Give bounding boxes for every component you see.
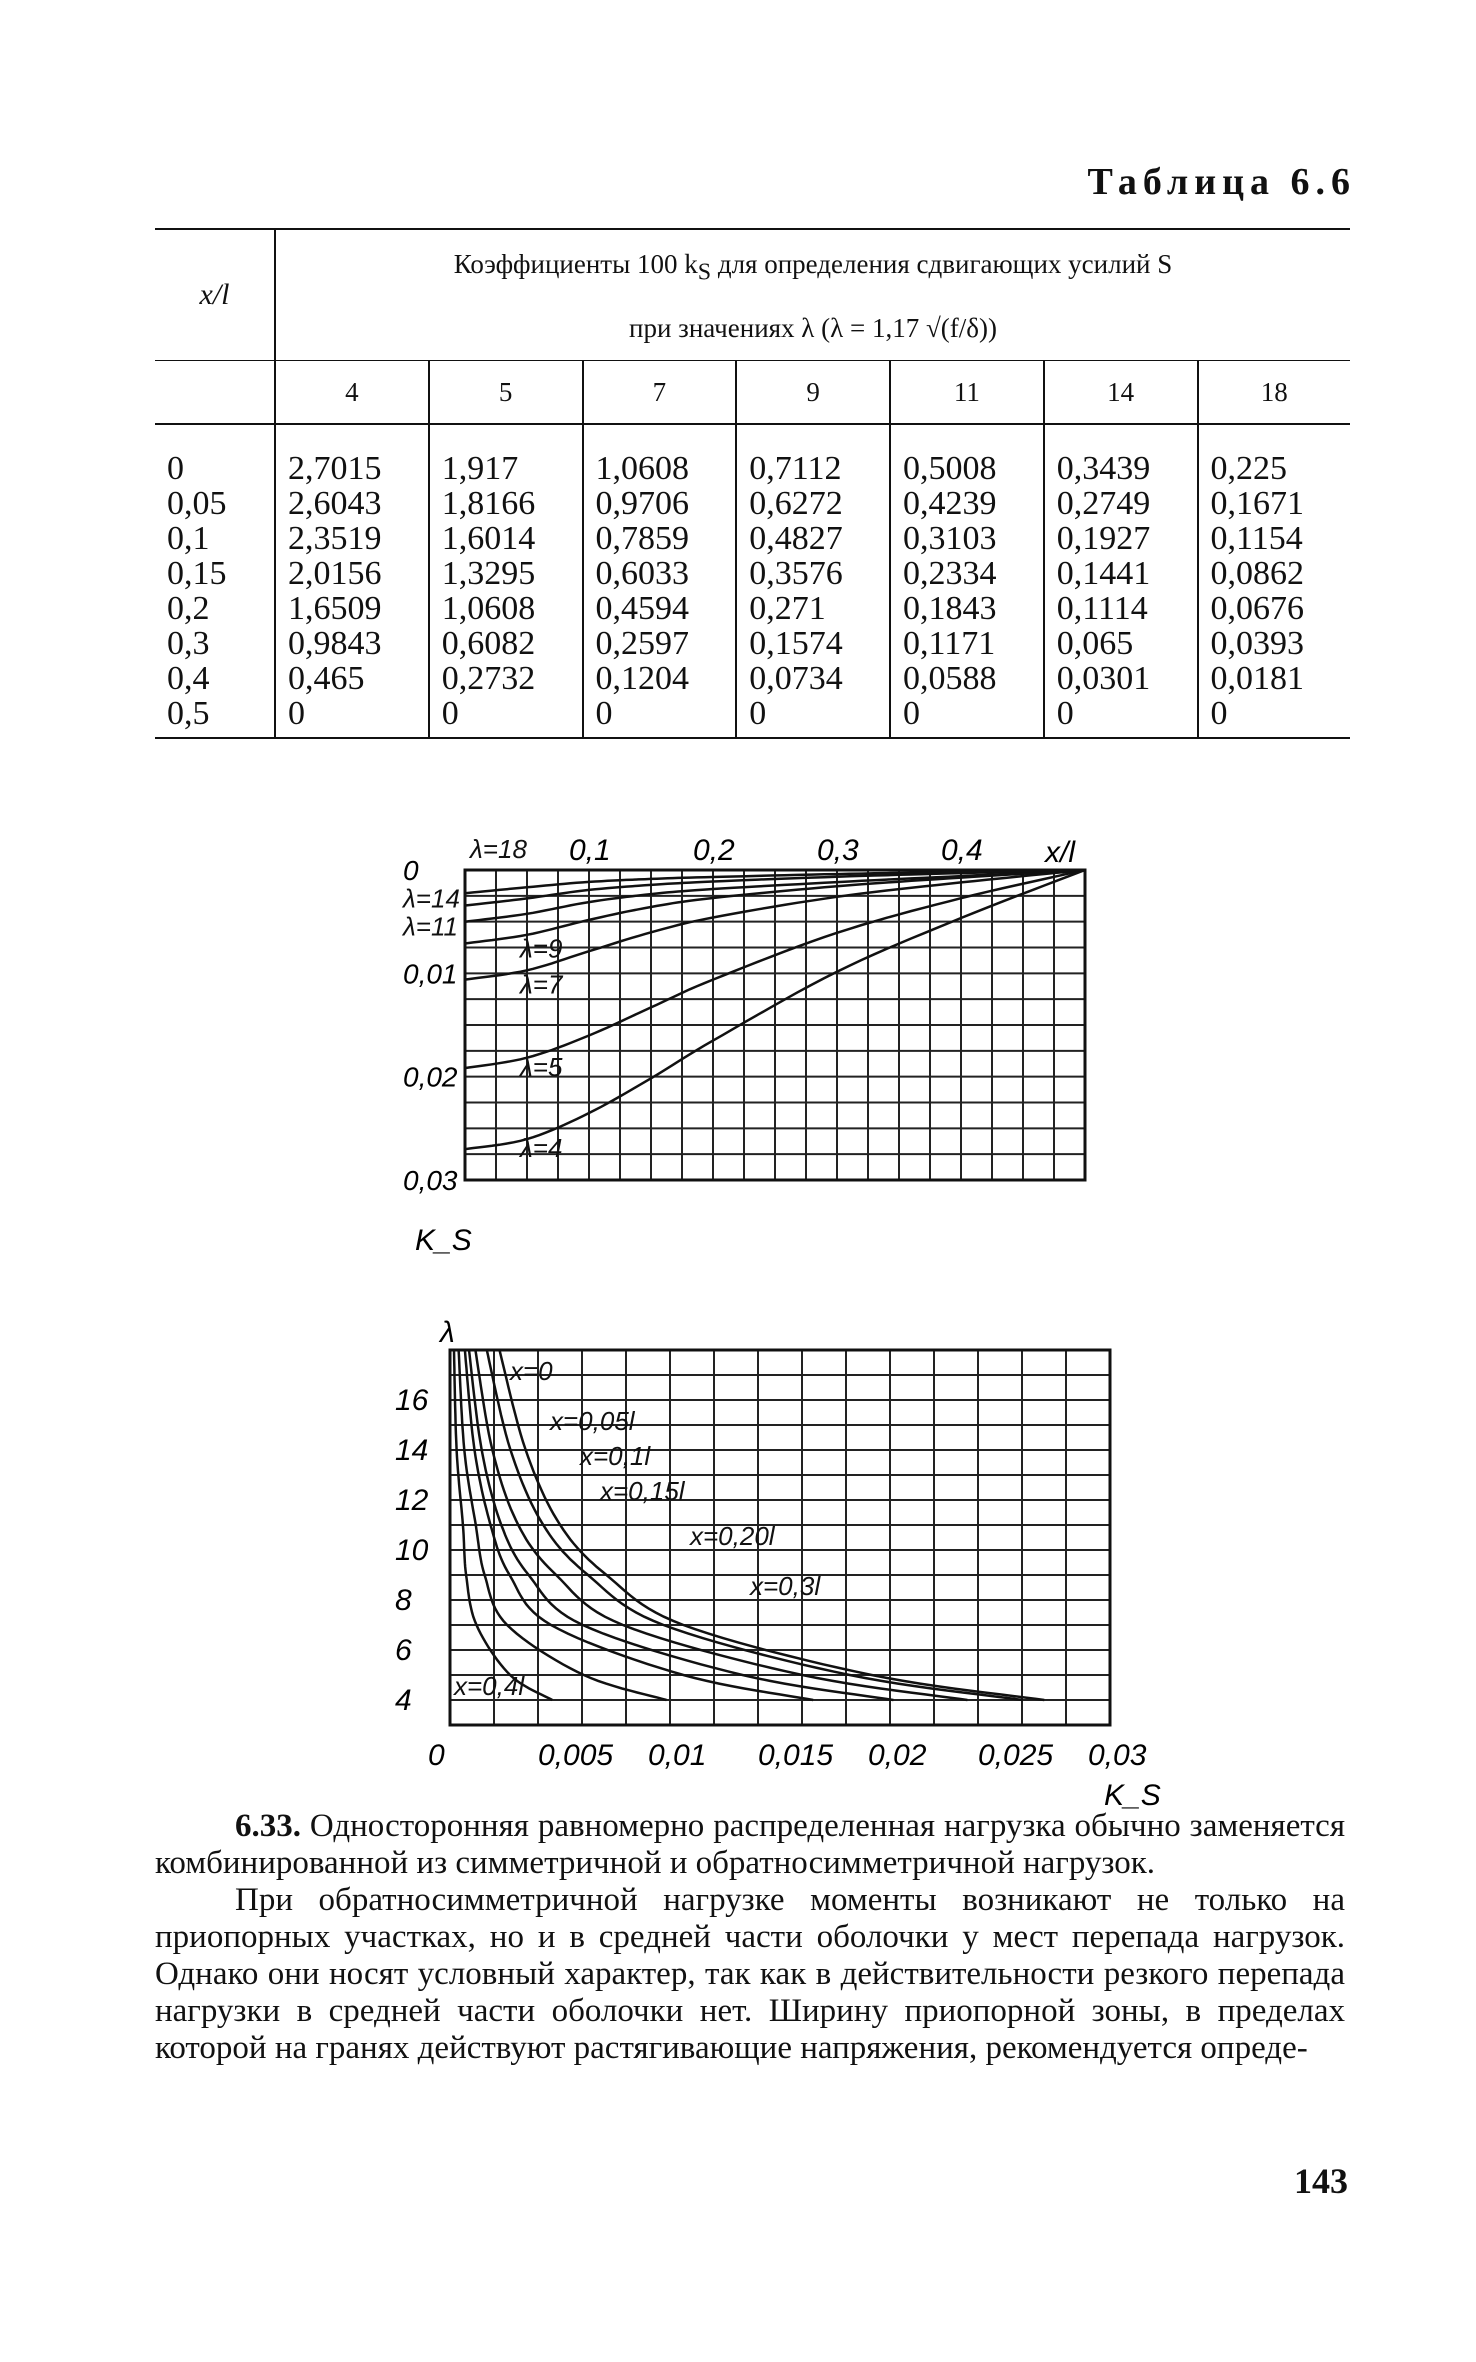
series-label: x=0,20l (690, 1521, 775, 1551)
coefficient-cell: 0,2732 (429, 661, 583, 696)
paragraph-1 (155, 1808, 1345, 1882)
coefficient-cell: 0,1114 (1044, 591, 1198, 626)
x-value-cell: 0,15 (167, 555, 227, 593)
coefficient-cell: 0,2334 (890, 556, 1044, 591)
y-tick-label: 4 (395, 1684, 412, 1717)
x-tick-label: 0,3 (817, 834, 859, 867)
coefficient-cell: 0 (429, 696, 583, 738)
series-label: λ=11 (403, 911, 458, 942)
x-tick-label: 0,03 (1088, 1739, 1147, 1772)
coefficient-cell: 0,0301 (1044, 661, 1198, 696)
table-row (155, 626, 1350, 661)
x-tick-label: 0,2 (693, 834, 735, 867)
paragraph-2: При обратносимметричной нагрузке моменты возникают не только на приопорных участках, но и в средней части оболочки у мест перепада нагрузок. Однако они носят условный характер, так как в действительности резкого перепада нагрузки в средней части оболочки нет. Ширину приопорной зоны, в пределах которой на гранях действуют растягивающие напряжения, рекомендуется опреде- (155, 1882, 1345, 2066)
table-row (155, 556, 1350, 591)
coefficient-cell: 1,0608 (429, 591, 583, 626)
coefficient-cell: 1,3295 (429, 556, 583, 591)
lambda-header-cell: 4 (275, 361, 429, 425)
series-label: λ=14 (403, 883, 460, 914)
empty-cell (155, 361, 275, 425)
coefficient-cell: 0 (1044, 696, 1198, 738)
x-tick-label: 0,4 (941, 834, 983, 867)
coefficient-cell: 0,1671 (1198, 486, 1351, 521)
x-tick-label: 0,01 (648, 1739, 707, 1772)
table-row (155, 486, 1350, 521)
coefficient-cell: 0,7859 (583, 521, 737, 556)
coefficient-cell: 1,8166 (429, 486, 583, 521)
header-text-b: для определения сдвигающих усилий S (717, 249, 1173, 279)
coefficient-cell: 0,5008 (890, 424, 1044, 486)
coefficient-cell: 0,1154 (1198, 521, 1351, 556)
coefficient-table (155, 228, 1350, 739)
coefficient-cell: 0,1574 (736, 626, 890, 661)
coefficient-cell: 0,3103 (890, 521, 1044, 556)
y-tick-label: 6 (395, 1634, 412, 1667)
body-text (155, 1808, 1345, 2067)
coefficient-cell: 0 (1198, 696, 1351, 738)
header-sub: S (697, 259, 712, 286)
coefficient-cell: 0,2597 (583, 626, 737, 661)
coefficient-cell: 2,7015 (275, 424, 429, 486)
series-label: x=0,3l (750, 1571, 821, 1601)
lambda-header-cell: 9 (736, 361, 890, 425)
y-tick-label: 0 (403, 855, 419, 886)
series-label: x=0,05l (550, 1406, 635, 1436)
page-number: 143 (1294, 2161, 1348, 2201)
y-axis-label: K_S (415, 1224, 472, 1257)
header-text-a: Коэффициенты 100 k (453, 249, 698, 279)
section-number: 6.33. (235, 1808, 301, 1844)
y-tick-label: 0,03 (403, 1165, 458, 1196)
table-header-line1 (275, 229, 1350, 300)
y-tick-label: 10 (395, 1534, 429, 1567)
coefficient-cell: 0,1441 (1044, 556, 1198, 591)
coefficient-cell: 0,4594 (583, 591, 737, 626)
coefficient-cell: 0,6082 (429, 626, 583, 661)
coefficient-cell: 0,271 (736, 591, 890, 626)
chart-lambda-vs-ks (330, 1310, 1190, 1812)
coefficient-cell: 0,0393 (1198, 626, 1351, 661)
y-tick-label: 8 (395, 1584, 412, 1617)
coefficient-cell: 0,1171 (890, 626, 1044, 661)
x-value-cell: 0,05 (167, 485, 227, 523)
coefficient-cell: 0,465 (275, 661, 429, 696)
series-label: x=0,4l (454, 1671, 525, 1701)
table-title: Таблица 6.6 (1087, 161, 1356, 203)
lambda-header-cell: 5 (429, 361, 583, 425)
series-label: λ=18 (470, 834, 527, 864)
coefficient-cell: 2,3519 (275, 521, 429, 556)
coefficient-cell: 0,2749 (1044, 486, 1198, 521)
x-tick-label: 0 (428, 1739, 445, 1772)
coefficient-cell: 0,4239 (890, 486, 1044, 521)
coefficient-cell: 2,0156 (275, 556, 429, 591)
x-value-cell: 0 (167, 450, 184, 488)
x-tick-label: 0,005 (538, 1739, 614, 1772)
coefficient-cell: 2,6043 (275, 486, 429, 521)
coefficient-cell: 0,6033 (583, 556, 737, 591)
coefficient-cell: 0,3439 (1044, 424, 1198, 486)
series-label: λ=4 (520, 1133, 563, 1164)
coefficient-cell: 1,6014 (429, 521, 583, 556)
lambda-header-cell: 14 (1044, 361, 1198, 425)
series-label: λ=9 (520, 933, 563, 964)
x-tick-label: 0,015 (758, 1739, 834, 1772)
coefficient-cell: 1,0608 (583, 424, 737, 486)
coefficient-cell: 0,0862 (1198, 556, 1351, 591)
lambda-header-row (155, 361, 1350, 425)
x-value-cell: 0,3 (167, 625, 210, 663)
coefficient-cell: 0,1843 (890, 591, 1044, 626)
x-value-cell: 0,1 (167, 520, 210, 558)
y-tick-label: 0,01 (403, 958, 458, 990)
y-tick-label: 16 (395, 1384, 429, 1417)
coefficient-cell: 0,9843 (275, 626, 429, 661)
coefficient-cell: 0,065 (1044, 626, 1198, 661)
table-row (155, 661, 1350, 696)
lambda-header-cell: 7 (583, 361, 737, 425)
series-label: λ=7 (520, 969, 563, 1000)
coefficient-cell: 0 (890, 696, 1044, 738)
x-tick-label: 0,025 (978, 1739, 1054, 1772)
coefficient-cell: 1,6509 (275, 591, 429, 626)
table-row (155, 591, 1350, 626)
table-body (155, 424, 1350, 738)
x-value-cell: 0,2 (167, 590, 210, 628)
coefficient-cell: 0,0181 (1198, 661, 1351, 696)
coefficient-cell: 1,917 (429, 424, 583, 486)
x-tick-label: 0,1 (569, 834, 611, 867)
series-label: x=0,15l (600, 1476, 685, 1506)
coefficient-cell: 0,3576 (736, 556, 890, 591)
coefficient-cell: 0,9706 (583, 486, 737, 521)
x-value-cell: 0,5 (167, 695, 210, 733)
table-header-line2: при значениях λ (λ = 1,17 √(f/δ)) (275, 300, 1350, 361)
coefficient-cell: 0,6272 (736, 486, 890, 521)
coefficient-cell: 0,1204 (583, 661, 737, 696)
lambda-header-cell: 11 (890, 361, 1044, 425)
x-tick-label: 0,02 (868, 1739, 927, 1772)
coefficient-cell: 0,0676 (1198, 591, 1351, 626)
coefficient-cell: 0,0588 (890, 661, 1044, 696)
series-label: x=0 (510, 1356, 553, 1386)
row-header: x/l (199, 278, 230, 312)
y-tick-label: 12 (395, 1484, 429, 1517)
y-axis-label: λ (440, 1316, 455, 1349)
coefficient-cell: 0 (275, 696, 429, 738)
series-label: x=0,1l (580, 1441, 651, 1471)
table-row (155, 424, 1350, 486)
chart-ks-vs-x (380, 820, 1120, 1260)
coefficient-cell: 0,7112 (736, 424, 890, 486)
coefficient-cell: 0 (583, 696, 737, 738)
series-label: λ=5 (520, 1052, 563, 1083)
x-value-cell: 0,4 (167, 660, 210, 698)
table-row (155, 521, 1350, 556)
coefficient-cell: 0,225 (1198, 424, 1351, 486)
coefficient-cell: 0,4827 (736, 521, 890, 556)
coefficient-cell: 0,0734 (736, 661, 890, 696)
y-tick-label: 0,02 (403, 1061, 458, 1093)
table-row (155, 696, 1350, 738)
x-axis-label: K_S (1104, 1779, 1161, 1812)
coefficient-cell: 0 (736, 696, 890, 738)
lambda-header-cell: 18 (1198, 361, 1351, 425)
x-axis-label: x/l (1045, 836, 1075, 869)
paragraph-1-text: Односторонняя равномерно распределенная нагрузка обычно заменяется комбинированной из симметричной и обратносимметричной нагрузок. (155, 1808, 1346, 1881)
y-tick-label: 14 (395, 1434, 429, 1467)
coefficient-cell: 0,1927 (1044, 521, 1198, 556)
